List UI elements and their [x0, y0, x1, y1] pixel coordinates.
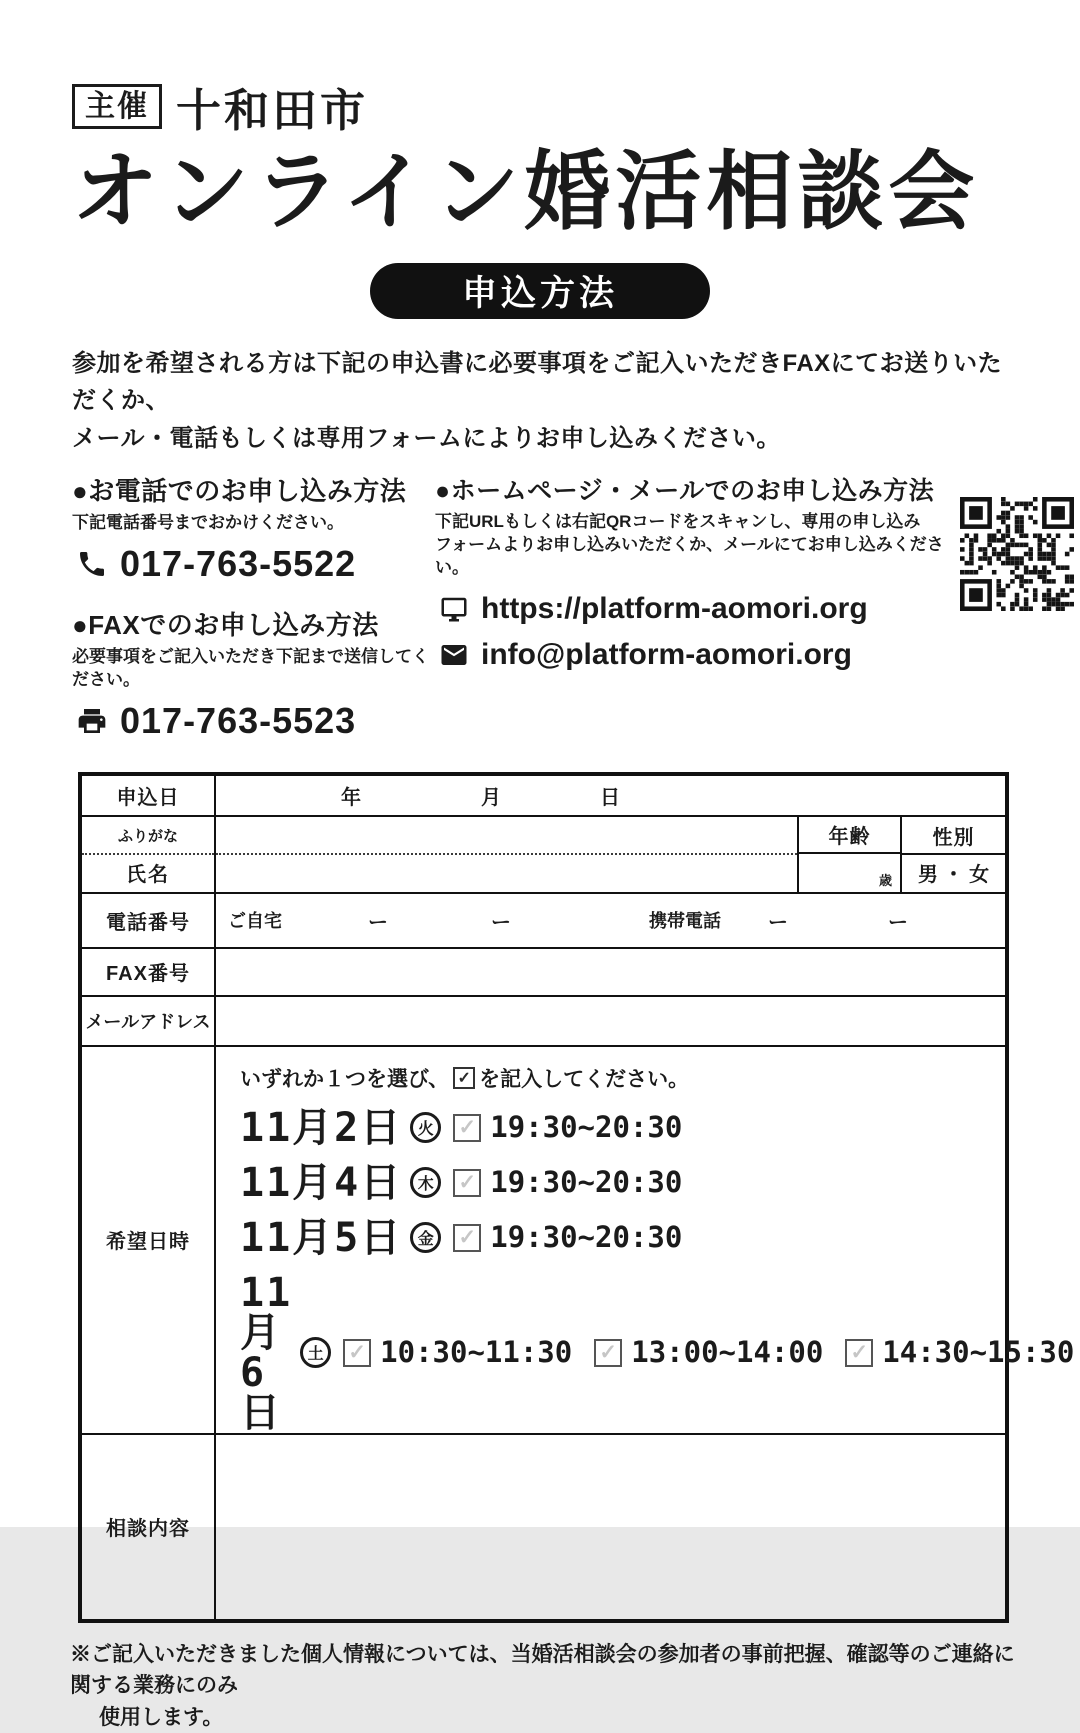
phone-number-row	[76, 543, 435, 585]
option-4-time-1: 10:30~11:30	[380, 1335, 573, 1370]
fax-method-block	[72, 605, 435, 742]
checked-checkbox-icon	[453, 1067, 475, 1089]
phone-handset-icon	[76, 548, 108, 580]
phone-method-heading: ●お電話でのお申し込み方法	[72, 475, 407, 506]
schedule-instruction	[240, 1063, 1005, 1093]
web-method-note	[435, 511, 952, 580]
option-4-slot-1	[343, 1335, 573, 1370]
option-4-date: 11月6日	[240, 1269, 293, 1436]
option-3-date: 11月5日	[240, 1214, 403, 1261]
year-label: 年	[341, 786, 361, 809]
schedule-option-3	[240, 1214, 1005, 1261]
application-date-field[interactable]	[215, 774, 1007, 816]
option-4-checkbox-2-icon[interactable]	[594, 1339, 622, 1367]
organizer-label: 主催	[72, 84, 162, 129]
furigana-label: ふりがな	[117, 828, 178, 846]
gender-header-wrap	[902, 818, 1005, 855]
option-1-slot-1	[453, 1110, 683, 1145]
web-note-line-2: フォームよりお申し込みいただくか、メールにてお申し込みください。	[435, 534, 944, 577]
gender-cell	[901, 816, 1007, 893]
intro-line-2: メール・電話もしくは専用フォームによりお申し込みください。	[72, 424, 781, 452]
option-1-checkbox-icon[interactable]	[453, 1114, 481, 1142]
age-header-wrap	[799, 817, 900, 854]
instruction-pre: いずれか１つを選び、	[240, 1067, 450, 1091]
header	[0, 0, 1080, 240]
option-1-weekday-circle: 火	[410, 1112, 441, 1143]
email-address-row	[439, 638, 952, 672]
consultation-label: 相談内容	[80, 1434, 215, 1621]
organizer-row	[72, 74, 1008, 139]
option-3-weekday-circle: 金	[410, 1222, 441, 1253]
age-label: 年齢	[828, 825, 871, 848]
option-2-date: 11月4日	[240, 1159, 403, 1206]
intro-paragraph	[72, 345, 1020, 457]
age-unit-label: 歳	[878, 872, 892, 888]
option-3-slot-1	[453, 1220, 683, 1255]
email-label: メールアドレス	[80, 996, 215, 1046]
fax-number-row	[76, 700, 435, 742]
name-label: 氏名	[126, 864, 170, 887]
monitor-icon	[439, 594, 469, 624]
schedule-label: 希望日時	[80, 1046, 215, 1434]
qr-code	[960, 497, 1074, 611]
option-4-slot-3	[845, 1335, 1075, 1370]
age-input[interactable]	[799, 854, 900, 892]
phone-method-note: 下記電話番号までおかけください。	[72, 512, 344, 532]
day-label: 日	[600, 786, 620, 809]
website-url-row	[439, 592, 952, 626]
schedule-field	[215, 1046, 1075, 1436]
phone-dash-2: ー	[491, 911, 511, 934]
fax-method-heading: ●FAXでのお申し込み方法	[72, 609, 379, 640]
gender-options[interactable]: 男 ・ 女	[917, 864, 990, 887]
row-email	[80, 996, 1007, 1046]
phone-label: 電話番号	[80, 893, 215, 948]
option-4-time-3: 14:30~15:30	[882, 1335, 1075, 1370]
web-note-line-1: 下記URLもしくは右記QRコードをスキャンし、専用の申し込み	[435, 511, 921, 531]
phone-dash-4: ー	[888, 911, 908, 934]
name-label-wrap	[82, 855, 214, 890]
fax-method-note: 必要事項をご記入いただき下記まで送信してください。	[72, 646, 429, 689]
privacy-note-line-1: ※ご記入いただきました個人情報については、当婚活相談会の参加者の事前把握、確認等のご連絡に関する業務にのみ	[70, 1642, 1015, 1698]
fax-field[interactable]	[215, 948, 1007, 996]
row-schedule	[80, 1046, 1007, 1434]
option-1-time: 19:30~20:30	[490, 1110, 683, 1145]
phone-field[interactable]	[215, 893, 1007, 948]
phone-dash-1: ー	[368, 911, 388, 934]
contact-left-column	[72, 471, 435, 742]
envelope-icon	[439, 640, 469, 670]
application-date-label: 申込日	[80, 774, 215, 816]
name-label-cell	[80, 816, 215, 893]
gender-label: 性別	[932, 827, 975, 850]
option-4-weekday-circle: 土	[300, 1337, 331, 1368]
furigana-input[interactable]	[216, 818, 797, 855]
contact-section	[72, 471, 1080, 742]
email-field[interactable]	[215, 996, 1007, 1046]
organizer-name: 十和田市	[176, 85, 369, 136]
schedule-content	[216, 1047, 1075, 1436]
application-method-badge: 申込方法	[370, 263, 710, 319]
email-address[interactable]: info@platform-aomori.org	[481, 637, 852, 671]
fax-label: FAX番号	[80, 948, 215, 996]
furigana-label-wrap	[82, 818, 214, 855]
age-cell	[798, 816, 901, 893]
option-2-time: 19:30~20:30	[490, 1165, 683, 1200]
web-method-heading: ●ホームページ・メールでのお申し込み方法	[435, 476, 935, 505]
option-2-slot-1	[453, 1165, 683, 1200]
schedule-option-4	[240, 1269, 1075, 1436]
privacy-note	[70, 1639, 1020, 1733]
name-field-cell	[215, 816, 798, 893]
row-application-date	[80, 774, 1007, 816]
row-consultation	[80, 1434, 1007, 1621]
option-4-checkbox-1-icon[interactable]	[343, 1339, 371, 1367]
home-phone-label: ご自宅	[228, 911, 282, 932]
option-4-slot-2	[594, 1335, 824, 1370]
name-input[interactable]	[216, 855, 797, 890]
phone-dash-3: ー	[768, 911, 788, 934]
option-1-date: 11月2日	[240, 1104, 403, 1151]
application-date-placeholders	[216, 781, 1005, 810]
fax-printer-icon	[76, 705, 108, 737]
fax-number: 017-763-5523	[120, 699, 357, 741]
phone-field-layout	[216, 906, 1005, 935]
option-2-checkbox-icon[interactable]	[453, 1169, 481, 1197]
option-4-checkbox-3-icon[interactable]	[845, 1339, 873, 1367]
option-2-weekday-circle: 木	[410, 1167, 441, 1198]
row-phone	[80, 893, 1007, 948]
option-4-time-2: 13:00~14:00	[631, 1335, 824, 1370]
month-label: 月	[481, 786, 501, 809]
contact-right-column	[435, 471, 960, 742]
website-url[interactable]: https://platform-aomori.org	[481, 591, 868, 625]
row-name	[80, 816, 1007, 893]
mobile-phone-label: 携帯電話	[649, 911, 721, 932]
instruction-post: を記入してください。	[479, 1067, 690, 1091]
option-3-checkbox-icon[interactable]	[453, 1224, 481, 1252]
option-3-time: 19:30~20:30	[490, 1220, 683, 1255]
gender-choice[interactable]	[902, 855, 1005, 890]
page-title: オンライン婚活相談会	[72, 144, 980, 240]
intro-line-1: 参加を希望される方は下記の申込書に必要事項をご記入いただきFAXにてお送りいただくか、	[72, 350, 1003, 415]
row-fax	[80, 948, 1007, 996]
consultation-field[interactable]	[215, 1434, 1007, 1621]
application-form-table	[78, 772, 1075, 1623]
phone-number: 017-763-5522	[120, 542, 357, 584]
schedule-option-2	[240, 1159, 1005, 1206]
privacy-note-line-2: 使用します。	[99, 1705, 224, 1729]
qr-wrap	[960, 471, 1080, 742]
schedule-option-1	[240, 1104, 1005, 1151]
